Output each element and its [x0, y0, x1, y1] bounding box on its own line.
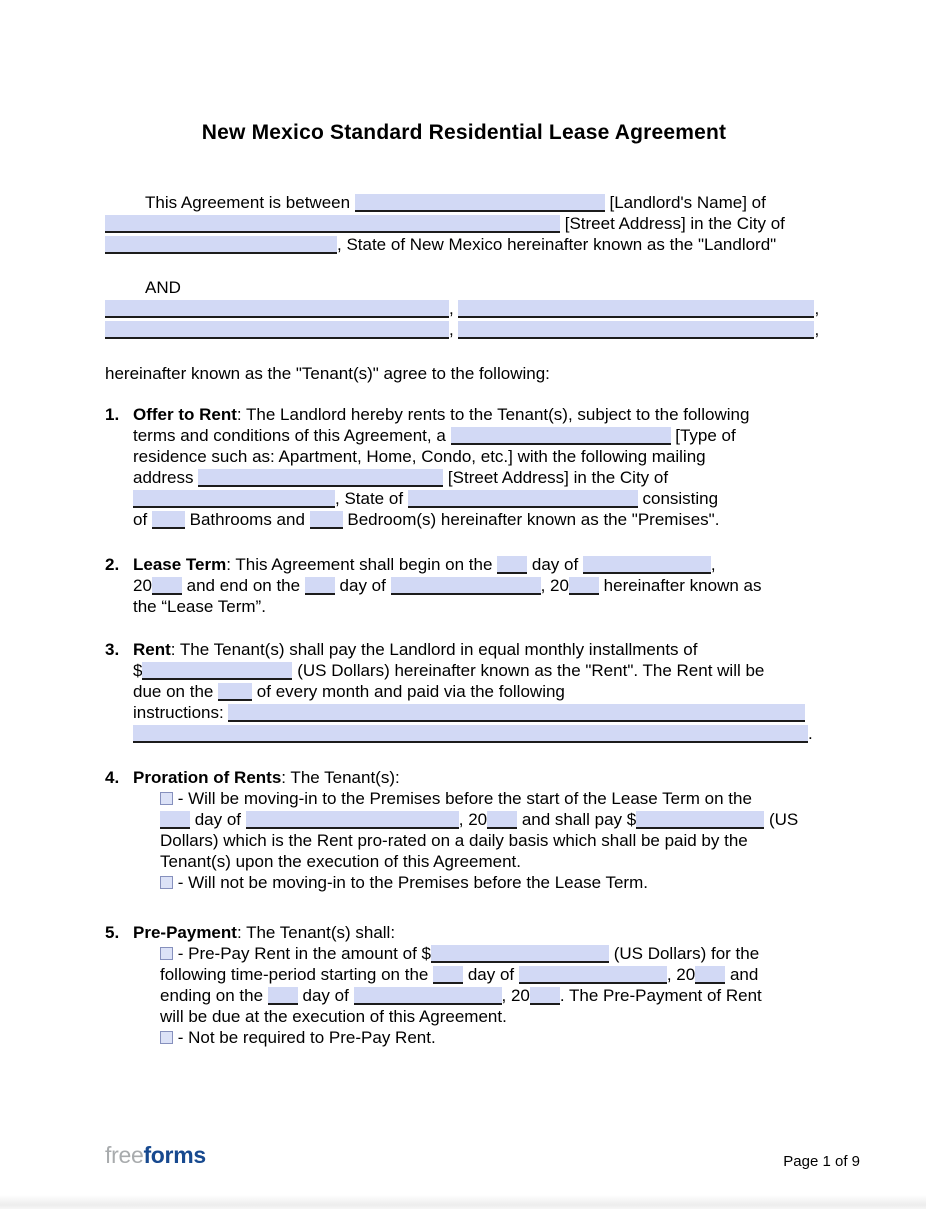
text-line — [105, 509, 823, 530]
form-blank[interactable] — [218, 683, 252, 701]
text-run: and — [725, 965, 759, 984]
text-run: and shall pay $ — [517, 810, 637, 829]
text-line — [105, 488, 823, 509]
logo-free-text: free — [105, 1142, 144, 1168]
form-blank[interactable] — [105, 236, 337, 254]
text-run: AND — [145, 278, 181, 297]
text-run: 20 — [133, 576, 152, 595]
text-run: terms and conditions of this Agreement, a — [133, 426, 451, 445]
text-run: hereinafter known as — [598, 576, 762, 595]
text-run: due on the — [133, 682, 219, 701]
form-blank[interactable] — [268, 987, 298, 1005]
text-run: , — [449, 299, 459, 318]
text-run: , 20 — [540, 576, 569, 595]
checkbox[interactable] — [160, 876, 173, 889]
text-run: : The Tenant(s) shall pay the Landlord in equal monthly installments of — [170, 640, 698, 659]
text-line — [105, 404, 823, 425]
text-line — [105, 723, 823, 744]
form-blank[interactable] — [228, 704, 805, 722]
form-blank[interactable] — [142, 662, 292, 680]
text-line — [105, 446, 823, 467]
form-blank[interactable] — [431, 945, 609, 963]
text-line — [105, 363, 823, 384]
form-blank[interactable] — [354, 987, 502, 1005]
text-line — [105, 319, 823, 340]
list-number: 4. — [105, 768, 120, 787]
text-run: Tenant(s) upon the execution of this Agreement. — [160, 852, 522, 871]
form-blank[interactable] — [530, 987, 560, 1005]
text-run: - Pre-Pay Rent in the amount of $ — [173, 944, 431, 963]
text-run: , 20 — [458, 810, 488, 829]
section-heading: Offer to Rent — [133, 405, 237, 424]
text-run: instructions: — [133, 703, 229, 722]
text-run: - Not be required to Pre-Pay Rent. — [173, 1028, 436, 1047]
document-title: New Mexico Standard Residential Lease Agreement — [201, 121, 727, 144]
text-run: ending on the — [160, 986, 268, 1005]
text-line — [105, 298, 823, 319]
text-run: Dollars) which is the Rent pro-rated on a daily basis which shall be paid by the — [160, 831, 748, 850]
text-run: day of — [463, 965, 519, 984]
section-heading: Lease Term — [133, 555, 227, 574]
text-run: following time-period starting on the — [160, 965, 434, 984]
text-run: , 20 — [666, 965, 696, 984]
form-blank[interactable] — [458, 300, 814, 318]
form-blank[interactable] — [305, 577, 335, 595]
text-run: day of — [190, 810, 246, 829]
form-blank[interactable] — [133, 725, 808, 743]
text-run: [Street Address] in the City of — [443, 468, 669, 487]
text-run: the “Lease Term”. — [133, 597, 266, 616]
text-run: day of — [334, 576, 391, 595]
text-run: will be due at the execution of this Agreement. — [160, 1007, 507, 1026]
text-run: of — [133, 510, 152, 529]
list-number: 5. — [105, 923, 120, 942]
text-run: : The Tenant(s): — [281, 768, 400, 787]
form-blank[interactable] — [355, 194, 605, 212]
text-run: hereinafter known as the "Tenant(s)" agree to the following: — [105, 364, 550, 383]
section-heading: Rent — [133, 640, 171, 659]
document-body — [105, 192, 823, 1048]
form-blank[interactable] — [433, 966, 463, 984]
form-blank[interactable] — [152, 511, 185, 529]
text-run: , — [814, 320, 820, 339]
text-line — [105, 922, 823, 943]
text-run: , — [449, 320, 459, 339]
text-run: and end on the — [181, 576, 305, 595]
text-line — [105, 1006, 823, 1027]
text-line — [105, 702, 823, 723]
form-blank[interactable] — [636, 811, 764, 829]
text-run: , State of New Mexico hereinafter known as the "Landlord" — [337, 235, 777, 254]
text-line — [105, 467, 823, 488]
text-run: [Street Address] in the City of — [560, 214, 785, 233]
text-run: . The Pre-Payment of Rent — [559, 986, 762, 1005]
text-line — [105, 192, 823, 213]
text-run: - Will not be moving-in to the Premises before the Lease Term. — [173, 873, 648, 892]
text-run: , — [814, 299, 820, 318]
text-line — [105, 964, 823, 985]
text-run: - Will be moving-in to the Premises before the start of the Lease Term on the — [173, 789, 752, 808]
text-line — [105, 277, 823, 298]
text-run: [Landlord's Name] of — [604, 193, 766, 212]
checkbox[interactable] — [160, 1031, 173, 1044]
form-blank[interactable] — [246, 811, 459, 829]
page-content — [105, 0, 823, 1048]
form-blank[interactable] — [133, 490, 335, 508]
text-run: residence such as: Apartment, Home, Condo, etc.] with the following mailing — [133, 447, 706, 466]
form-blank[interactable] — [105, 300, 449, 318]
text-line — [105, 660, 823, 681]
form-blank[interactable] — [408, 490, 638, 508]
form-blank[interactable] — [105, 215, 560, 233]
text-line — [105, 872, 823, 893]
list-number: 1. — [105, 405, 120, 424]
text-line — [105, 639, 823, 660]
text-line — [105, 830, 823, 851]
form-blank[interactable] — [497, 556, 527, 574]
freeforms-logo — [105, 1142, 206, 1169]
text-run: address — [133, 468, 199, 487]
text-run: This Agreement is between — [145, 193, 355, 212]
form-blank[interactable] — [583, 556, 711, 574]
form-blank[interactable] — [695, 966, 725, 984]
text-run: , State of — [335, 489, 408, 508]
text-run: day of — [527, 555, 583, 574]
form-blank[interactable] — [198, 469, 443, 487]
section-heading: Proration of Rents — [133, 768, 282, 787]
page-bottom-edge — [0, 1195, 926, 1209]
list-number: 2. — [105, 555, 120, 574]
text-run: of every month and paid via the following — [252, 682, 565, 701]
text-line — [105, 943, 823, 964]
form-blank[interactable] — [519, 966, 667, 984]
text-run: consisting — [637, 489, 719, 508]
page-indicator: Page 1 of 9 — [783, 1153, 860, 1170]
form-blank[interactable] — [569, 577, 599, 595]
text-run: : This Agreement shall begin on the — [226, 555, 498, 574]
text-run: Bathrooms and — [184, 510, 310, 529]
text-run: day of — [297, 986, 354, 1005]
form-blank[interactable] — [160, 811, 190, 829]
checkbox[interactable] — [160, 792, 173, 805]
text-line — [105, 681, 823, 702]
text-line — [105, 767, 823, 788]
text-run: Bedroom(s) hereinafter known as the "Premises". — [342, 510, 720, 529]
checkbox[interactable] — [160, 947, 173, 960]
text-line — [105, 425, 823, 446]
text-run: : The Tenant(s) shall: — [236, 923, 396, 942]
text-run: . — [808, 724, 813, 743]
form-blank[interactable] — [152, 577, 182, 595]
list-number: 3. — [105, 640, 120, 659]
text-run: [Type of — [670, 426, 736, 445]
section-heading: Pre-Payment — [133, 923, 237, 942]
text-run: $ — [133, 661, 143, 680]
text-line — [105, 788, 823, 809]
text-line — [105, 234, 823, 255]
form-blank[interactable] — [487, 811, 517, 829]
form-blank[interactable] — [391, 577, 541, 595]
text-line — [105, 596, 823, 617]
text-line — [105, 213, 823, 234]
text-line — [105, 575, 823, 596]
text-run: (US Dollars) hereinafter known as the "Rent". The Rent will be — [292, 661, 765, 680]
text-line — [105, 851, 823, 872]
text-run: (US Dollars) for the — [608, 944, 760, 963]
text-run: , — [710, 555, 716, 574]
form-blank[interactable] — [310, 511, 343, 529]
form-blank[interactable] — [105, 321, 449, 339]
form-blank[interactable] — [451, 427, 671, 445]
text-line — [105, 554, 823, 575]
text-line — [105, 809, 823, 830]
text-line — [105, 985, 823, 1006]
text-run: : The Landlord hereby rents to the Tenant(s), subject to the following — [236, 405, 750, 424]
form-blank[interactable] — [458, 321, 814, 339]
logo-forms-text: forms — [143, 1142, 206, 1168]
text-run: (US — [764, 810, 799, 829]
text-line — [105, 1027, 823, 1048]
text-run: , 20 — [501, 986, 530, 1005]
